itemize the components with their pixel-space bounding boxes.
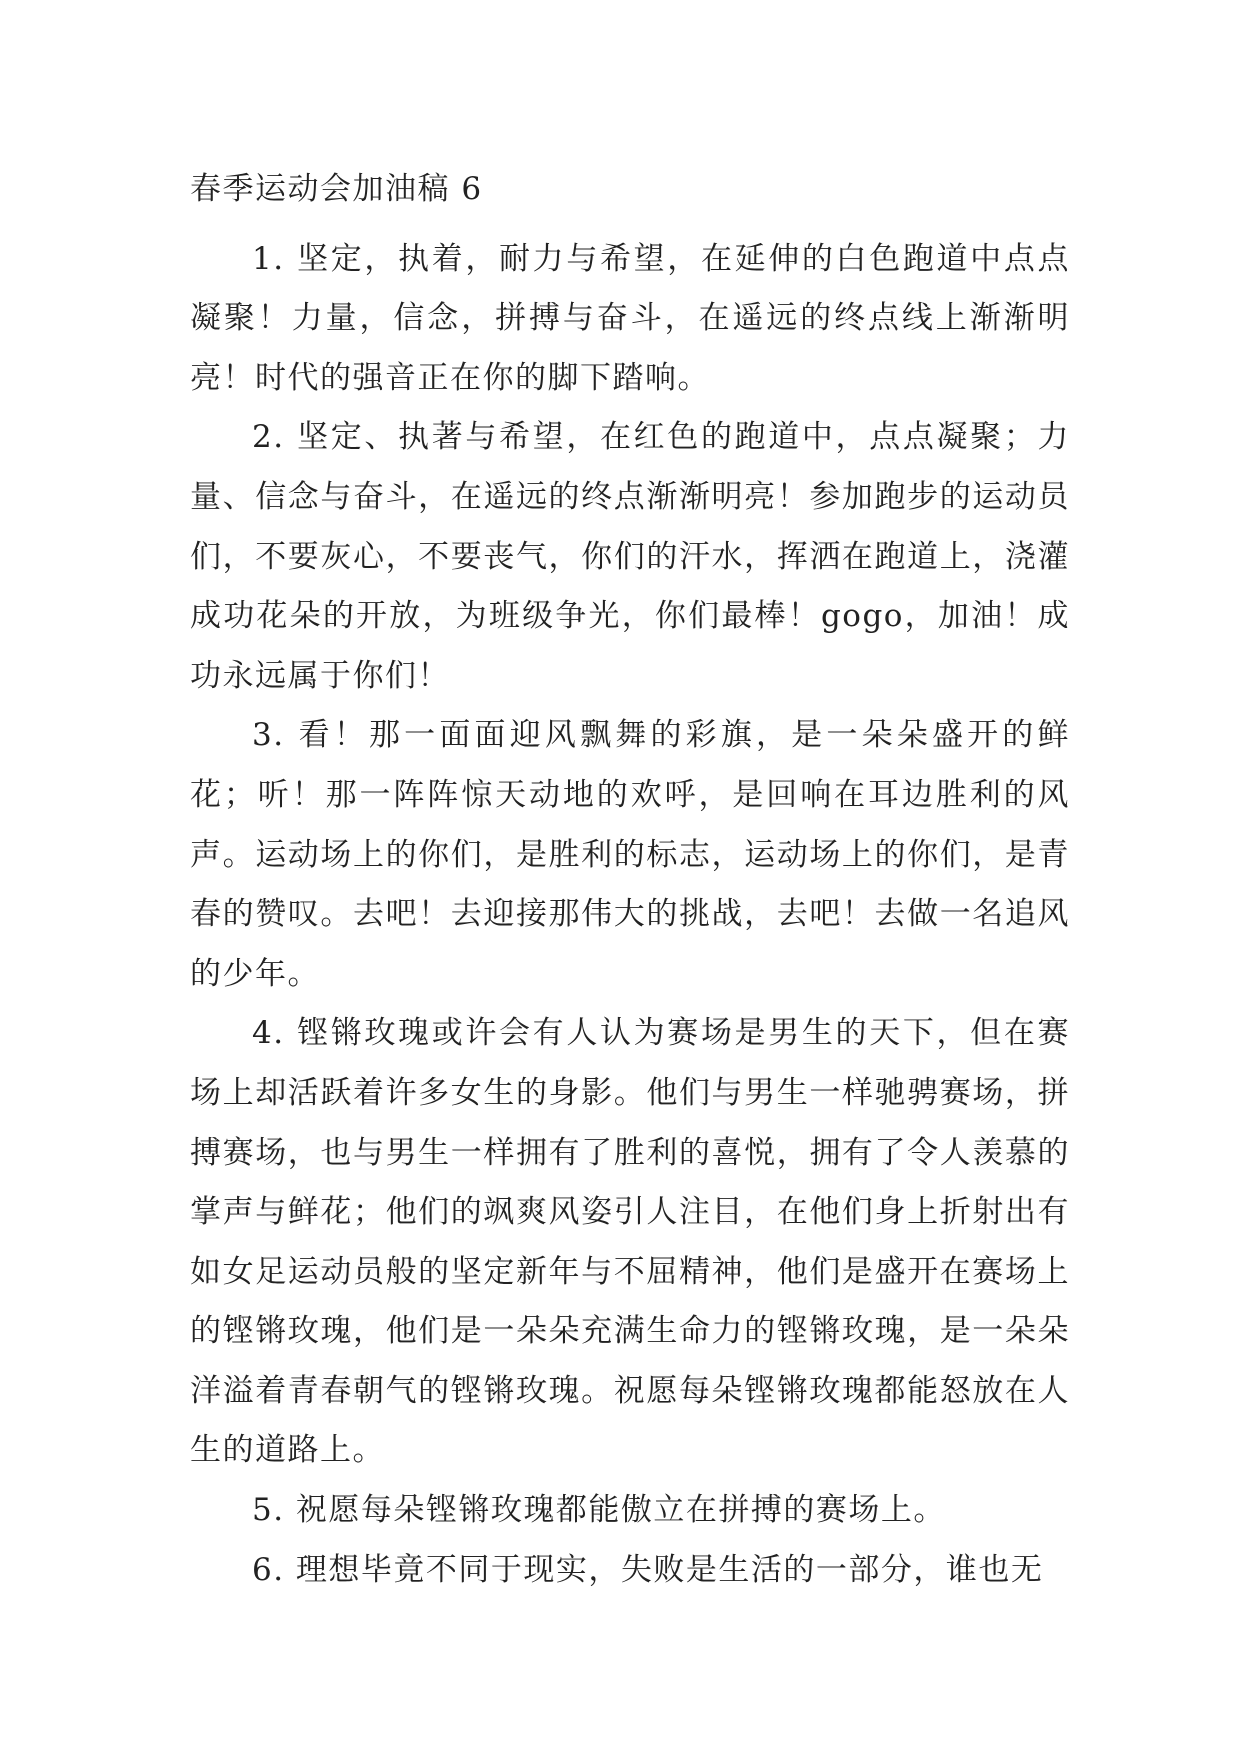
document-title: 春季运动会加油稿 6 bbox=[190, 171, 483, 207]
paragraph-2: 2. 坚定、执著与希望，在红色的跑道中，点点凝聚；力量、信念与奋斗，在遥远的终点渐渐明亮！参加跑步的运动员们，不要灰心，不要丧气，你们的汗水，挥洒在跑道上，浇灌成功花朵的开放，为班级争光，你们最棒！gogo，加油！成功永远属于你们！ bbox=[190, 419, 1070, 694]
paragraph-5: 5. 祝愿每朵铿锵玫瑰都能傲立在拼搏的赛场上。 bbox=[252, 1492, 946, 1529]
document-body bbox=[190, 160, 1070, 1600]
paragraph-3: 3. 看！那一面面迎风飘舞的彩旗，是一朵朵盛开的鲜花；听！那一阵阵惊天动地的欢呼，是回响在耳边胜利的风声。运动场上的你们，是胜利的标志，运动场上的你们，是青春的赞叹。去吧！去迎接那伟大的挑战，去吧！去做一名追风的少年。 bbox=[190, 717, 1070, 992]
paragraph-6: 6. 理想毕竟不同于现实，失败是生活的一部分，谁也无 bbox=[252, 1551, 1044, 1588]
paragraph-1: 1. 坚定，执着，耐力与希望，在延伸的白色跑道中点点凝聚！力量，信念，拼搏与奋斗，在遥远的终点线上渐渐明亮！时代的强音正在你的脚下踏响。 bbox=[190, 240, 1070, 396]
paragraph-4: 4. 铿锵玫瑰或许会有人认为赛场是男生的天下，但在赛场上却活跃着许多女生的身影。他们与男生一样驰骋赛场，拼搏赛场，也与男生一样拥有了胜利的喜悦，拥有了令人羡慕的掌声与鲜花；他们的飒爽风姿引人注目，在他们身上折射出有如女足运动员般的坚定新年与不屈精神，他们是盛开在赛场上的铿锵玫瑰，他们是一朵朵充满生命力的铿锵玫瑰，是一朵朵洋溢着青春朝气的铿锵玫瑰。祝愿每朵铿锵玫瑰都能怒放在人生的道路上。 bbox=[190, 1015, 1070, 1469]
